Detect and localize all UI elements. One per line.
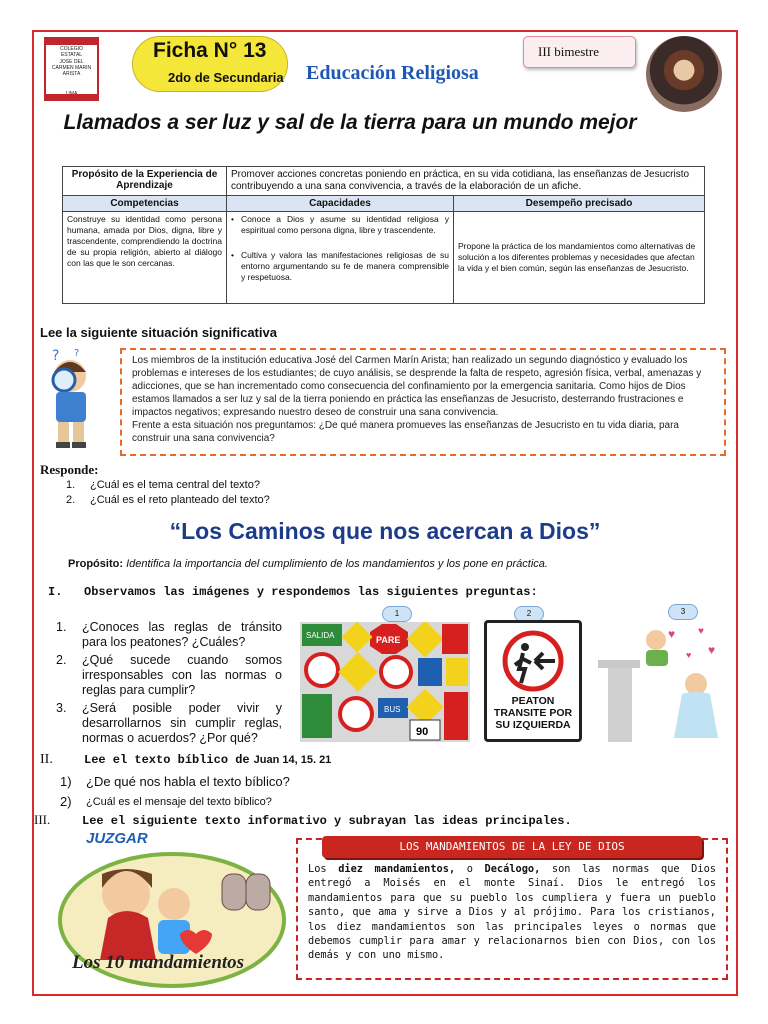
q3-text: ¿Será posible poder vivir y desarrollarnos sin cumplir reglas, normas o acuerdos? ¿Por qué?: [82, 701, 282, 745]
section-1-number: I.: [48, 585, 63, 599]
image-number-3: 3: [668, 604, 698, 620]
header-desempeno: Desempeño precisado: [454, 196, 705, 212]
mand-bold-2: Decálogo,: [484, 863, 541, 875]
q2-text: ¿Qué sucede cuando somos irresponsables con las normas o reglas para cumplir?: [82, 653, 282, 697]
juzgar-caption: Los 10 mandamientos: [72, 952, 245, 973]
s2-q2-text: ¿Cuál es el mensaje del texto bíblico?: [86, 796, 272, 808]
section-1-questions: [56, 620, 282, 749]
sign-text-bus: BUS: [384, 705, 401, 714]
caminos-title: “Los Caminos que nos acercan a Dios”: [169, 518, 601, 544]
section-2-heading: [40, 752, 331, 768]
responde-num-1: 1.: [66, 479, 76, 491]
mand-text-c: son las normas que Dios entregó a Moisés en el monte Sinaí. Dios le entregó los mandamientos para que su pueblo los cumpliera y fuera un pueblo santo, que ama y sirve a Dios y al prójimo. Para los cristianos, los diez mandamientos son las principales leyes o normas que debemos cumplir para amar y relacionarnos bien con Dios, con los demás y con uno mismo.: [308, 863, 716, 962]
no-pedestrian-icon: [501, 629, 565, 693]
peaton-sign-image: [484, 620, 582, 742]
juzgar-illustration: [56, 830, 288, 990]
page-title: Llamados a ser luz y sal de la tierra para un mundo mejor: [63, 111, 637, 134]
section-2-questions: [60, 772, 290, 812]
section-2-title-a: Lee el texto bíblico de: [84, 753, 250, 767]
situation-paragraph-2: Frente a esta situación nos preguntamos: ¿De qué manera promueves las enseñanzas de Jesucristo en tu vida diaria, para construir una sana convivencia?: [132, 420, 679, 444]
q1-num: 1.: [56, 620, 67, 634]
capacidad-2: Cultiva y valora las manifestaciones religiosas de su entorno argumentando su fe de manera comprensible y respetuosa.: [241, 250, 449, 282]
ficha-badge: [132, 36, 288, 92]
competencies-table: [62, 166, 705, 304]
mandamientos-header: LOS MANDAMIENTOS DE LA LEY DE DIOS: [322, 836, 702, 858]
situation-heading: Lee la siguiente situación significativa: [40, 325, 277, 340]
s2-q1-text: ¿De qué nos habla el texto bíblico?: [86, 774, 290, 789]
section-3-title: Lee el siguiente texto informativo y subrayan las ideas principales.: [82, 814, 572, 828]
image-number-2: 2: [514, 606, 544, 622]
sign-text-pare: PARE: [376, 635, 401, 645]
capacidades-cell: • Conoce a Dios y asume su identidad religiosa y espiritual como persona digna, libre y trascendente. • Cultiva y valora las manifestaciones religiosas de su entorno argumentando su fe de manera comprensible y respetuosa.: [227, 212, 454, 304]
section-3-heading: [34, 812, 572, 828]
juzgar-label: JUZGAR: [86, 830, 148, 847]
responde-item-1: ¿Cuál es el tema central del texto?: [90, 479, 260, 491]
ficha-grade: 2do de Secundaria: [168, 70, 284, 85]
situation-box: [120, 348, 726, 456]
mand-bold-1: diez mandamientos,: [338, 863, 456, 875]
responde-label: Responde:: [40, 462, 99, 477]
ficha-title: Ficha N° 13: [153, 39, 267, 62]
mand-text-a: Los: [308, 863, 339, 875]
svg-text:?: ?: [52, 348, 60, 364]
sign-text-90: 90: [416, 726, 429, 738]
section-1-heading: [48, 585, 538, 599]
svg-text:♥: ♥: [708, 643, 716, 657]
s2-q2-num: 2): [60, 794, 72, 809]
desempeno-cell: Propone la práctica de los mandamientos como alternativas de solución a los diferentes problemas y necesidades que afectan la vida y el bien común, según las enseñanzas de Jesucristo.: [454, 212, 705, 304]
section-2-number: II.: [40, 752, 53, 767]
logo-text-top: COLEGIO ESTATAL: [60, 46, 83, 58]
section-1-title: Observamos las imágenes y respondemos las siguientes preguntas:: [84, 585, 538, 599]
responde-item-2: ¿Cuál es el reto planteado del texto?: [90, 494, 270, 506]
mand-text-b: o: [455, 863, 485, 875]
bimestre-badge: [523, 36, 636, 68]
peaton-line-2: TRANSITE POR: [493, 707, 573, 719]
q2-num: 2.: [56, 653, 67, 667]
logo-text-mid: JOSE DEL CARMEN MARIN ARISTA: [51, 59, 92, 77]
responde-list: [66, 478, 270, 508]
mandamientos-textbox: [296, 838, 728, 980]
religious-children-image: [598, 614, 726, 742]
image-number-1: 1: [382, 606, 412, 622]
section-3-number: III.: [34, 812, 51, 827]
school-logo: [44, 37, 99, 101]
s2-q1-num: 1): [60, 774, 72, 789]
bimestre-label: III bimestre: [538, 44, 600, 59]
proposito-label: Propósito:: [68, 558, 123, 570]
peaton-line-1: PEATON: [511, 695, 555, 707]
svg-text:?: ?: [74, 348, 80, 359]
header-capacidades: Capacidades: [227, 196, 454, 212]
svg-text:♥: ♥: [686, 650, 692, 660]
traffic-signs-image: [300, 622, 470, 742]
proposito-line: [68, 558, 548, 570]
kid-magnifier-image: [40, 346, 110, 450]
svg-text:♥: ♥: [668, 627, 676, 641]
purpose-label: Propósito de la Experiencia de Aprendizaje: [63, 167, 227, 196]
sign-text-salida: SALIDA: [306, 631, 335, 640]
peaton-line-3: SU IZQUIERDA: [495, 719, 571, 731]
capacidad-1: Conoce a Dios y asume su identidad religiosa y espiritual como persona digna, libre y trascendente.: [241, 214, 449, 235]
q1-text: ¿Conoces las reglas de tránsito para los peatones? ¿Cuáles?: [82, 620, 282, 649]
proposito-text: Identifica la importancia del cumplimiento de los mandamientos y los pone en práctica.: [126, 558, 548, 570]
situation-paragraph-1: Los miembros de la institución educativa José del Carmen Marín Arista; han realizado un segundo diagnóstico y evaluado los problemas e intereses de los estudiantes; de cuyo análisis, se desprende la falta de respeto, agresión física, verbal, amenazas y adicciones, que se han incrementado como consecuencia del confinamiento por la emergencia sanitaria. Como hijos de Dios estamos llamados a ser luz y sal de la tierra poniendo en práctica las enseñanzas de Jesucristo, desterrando frustraciones e impactos negativos; expresando nuestro deseo de construir una sana convivencia.: [132, 355, 702, 418]
responde-num-2: 2.: [66, 494, 76, 506]
subject-area: Educación Religiosa: [306, 62, 479, 84]
saint-portrait-image: [646, 36, 722, 112]
purpose-text: Promover acciones concretas poniendo en práctica, en su vida cotidiana, las enseñanzas de Jesucristo contribuyendo a una sana convivencia, a través de la elaboración de un afiche.: [227, 167, 705, 196]
header-competencias: Competencias: [63, 196, 227, 212]
svg-text:♥: ♥: [698, 626, 704, 637]
section-2-title-b: Juan 14, 15. 21: [253, 754, 332, 766]
q3-num: 3.: [56, 701, 67, 715]
competencia-cell: Construye su identidad como persona humana, amada por Dios, digna, libre y trascendente, comprendiendo la doctrina de su propia religión, abierto al diálogo con las que le son cercanas.: [63, 212, 227, 304]
